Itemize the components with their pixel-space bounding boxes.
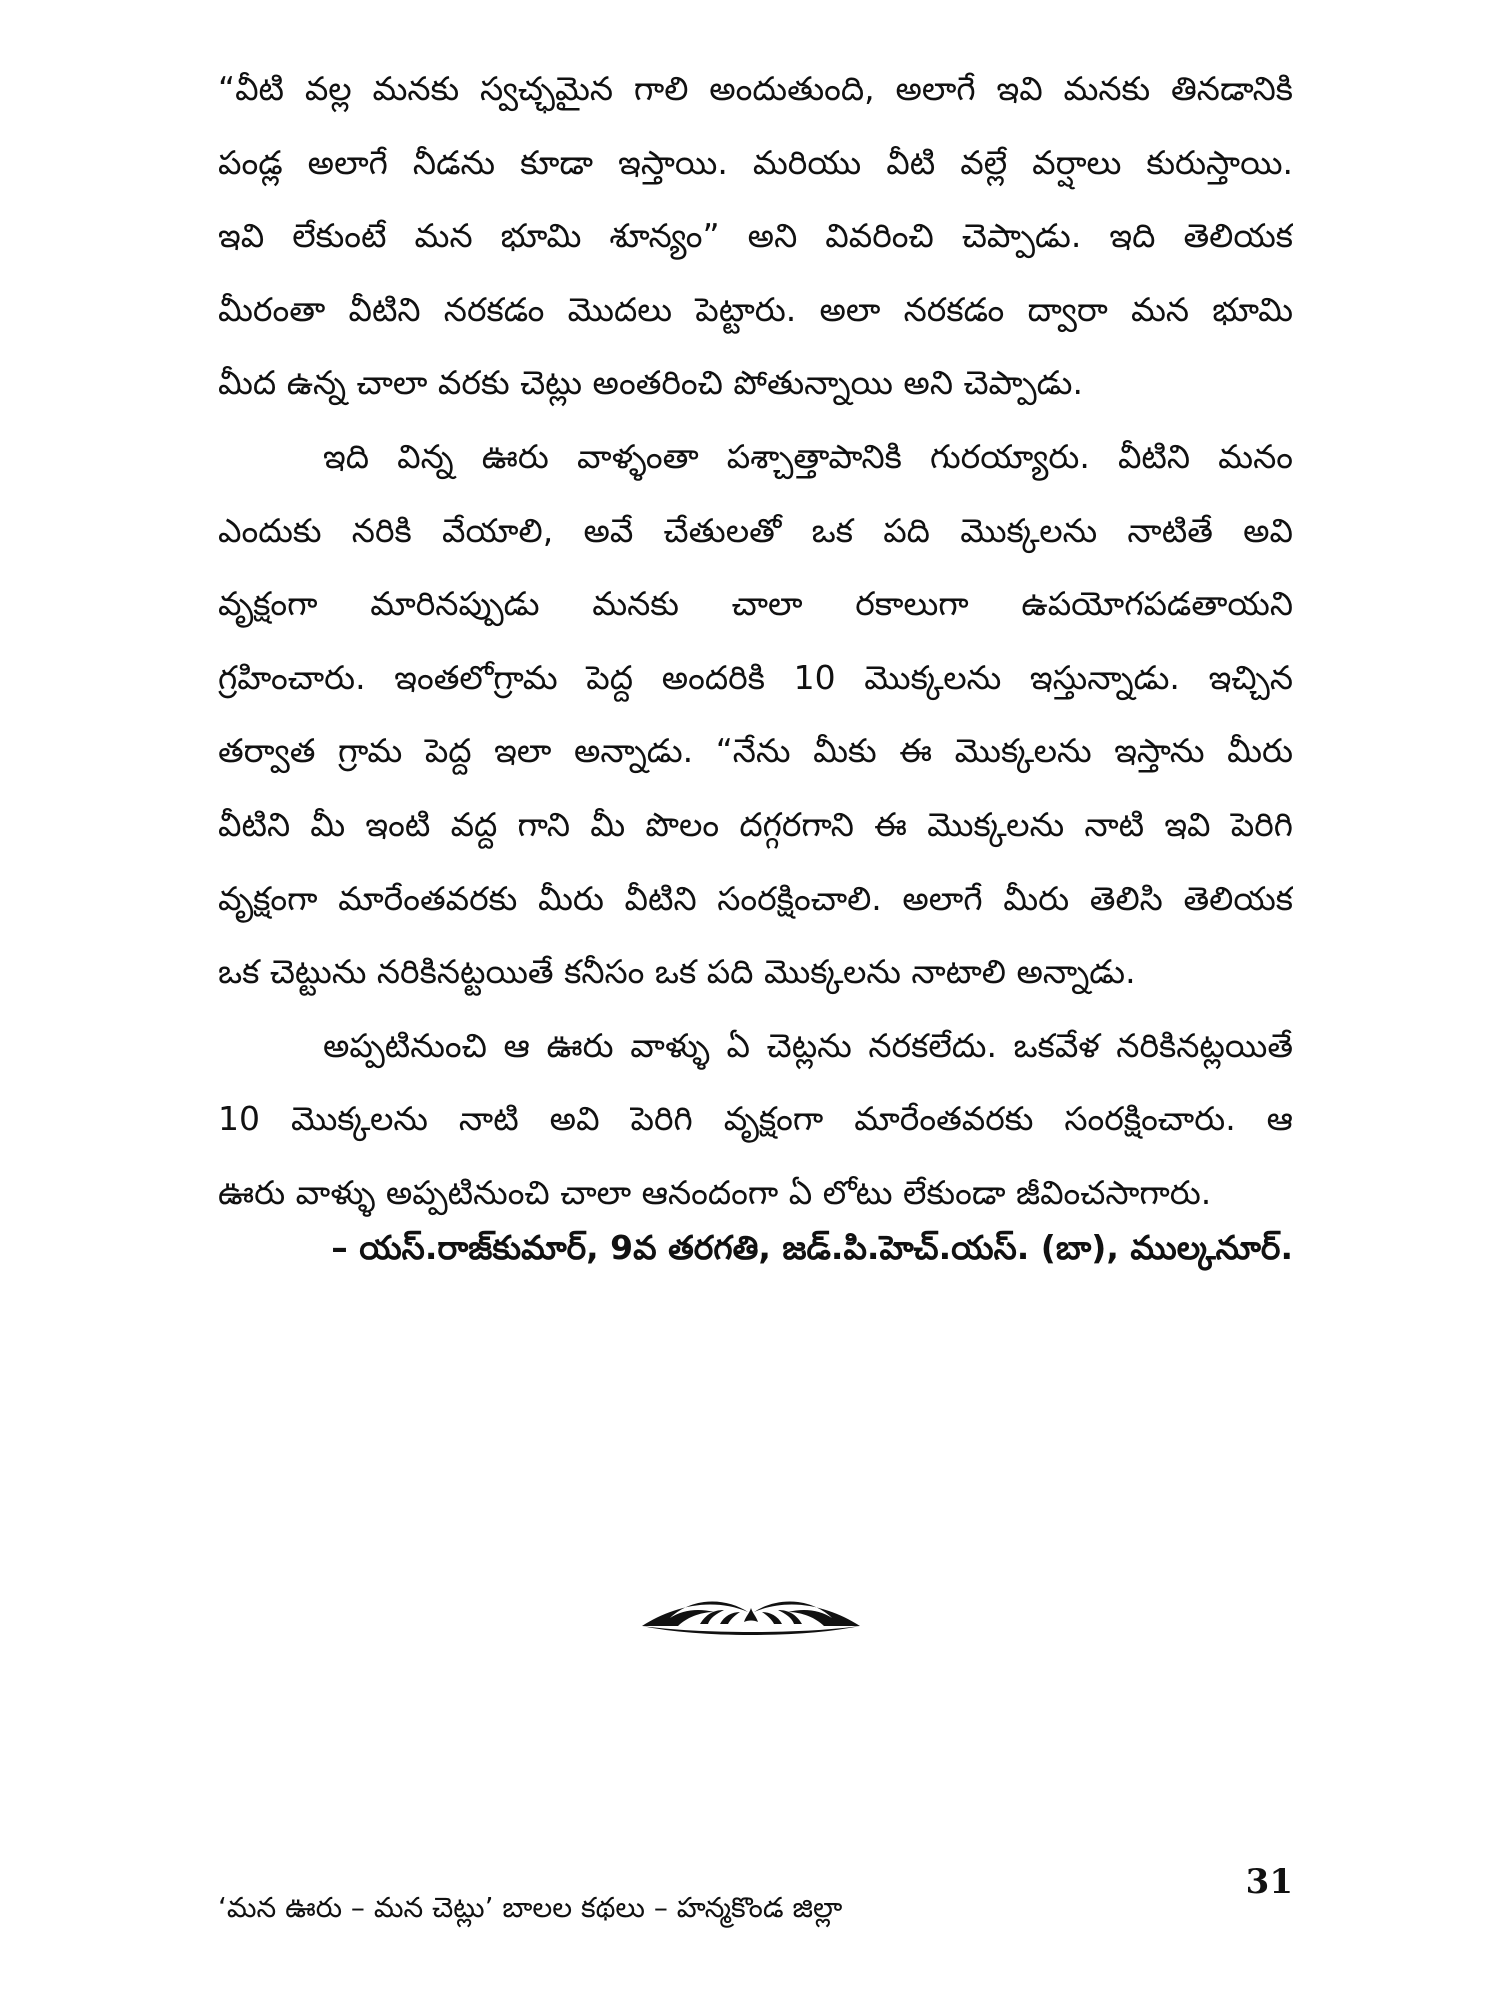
paragraph-line: వీటిని మీ ఇంటి వద్ద గాని మీ పొలం దగ్గరగాని ఈ మొక్కలను నాటి ఇవి పెరిగి xyxy=(218,804,1293,844)
story-text xyxy=(218,52,1293,1230)
paragraph-line: వృక్షంగా మారినప్పుడు మనకు చాలా రకాలుగా ఉపయోగపడతాయని xyxy=(218,584,1293,624)
book-title-footer: ‘మన ఊరు – మన చెట్లు’ బాలల కథలు – హన్మకొండ జిల్లా xyxy=(218,1891,843,1924)
paragraph-line: అప్పటినుంచి ఆ ఊరు వాళ్ళు ఏ చెట్లను నరకలేదు. ఒకవేళ నరికినట్లయితే xyxy=(323,1025,1293,1065)
paragraph-line: ఇది విన్న ఊరు వాళ్ళంతా పశ్చాత్తాపానికి గురయ్యారు. వీటిని మనం xyxy=(323,436,1293,476)
paragraph-line: ఎందుకు నరికి వేయాలి, అవే చేతులతో ఒక పది మొక్కలను నాటితే అవి xyxy=(218,510,1293,550)
page-number: 31 xyxy=(1245,1862,1293,1902)
paragraph-line: తర్వాత గ్రామ పెద్ద ఇలా అన్నాడు. “నేను మీకు ఈ మొక్కలను ఇస్తాను మీరు xyxy=(218,731,1293,771)
paragraph-line: ఊరు వాళ్ళు అప్పటినుంచి చాలా ఆనందంగా ఏ లోటు లేకుండా జీవించసాగారు. xyxy=(218,1172,1212,1212)
paragraph-line: వృక్షంగా మారేంతవరకు మీరు వీటిని సంరక్షించాలి. అలాగే మీరు తెలిసి తెలియక xyxy=(218,878,1293,918)
paragraph-line: 10 మొక్కలను నాటి అవి పెరిగి వృక్షంగా మారేంతవరకు సంరక్షించారు. ఆ xyxy=(218,1099,1293,1139)
paragraph-line: “వీటి వల్ల మనకు స్వచ్ఛమైన గాలి అందుతుంది, అలాగే ఇవి మనకు తినడానికి xyxy=(218,69,1293,108)
paragraph-line: గ్రహించారు. ఇంతలోగ్రామ పెద్ద అందరికి 10 మొక్కలను ఇస్తున్నాడు. ఇచ్చిన xyxy=(218,657,1293,697)
paragraph-line: ఇవి లేకుంటే మన భూమి శూన్యం” అని వివరించి చెప్పాడు. ఇది తెలియక xyxy=(218,216,1293,256)
paragraph-line: మీరంతా వీటిని నరకడం మొదలు పెట్టారు. అలా నరకడం ద్వారా మన భూమి xyxy=(218,289,1293,329)
paragraph-line: ఒక చెట్టును నరికినట్టయితే కనీసం ఒక పది మొక్కలను నాటాలి అన్నాడు. xyxy=(218,952,1136,992)
paragraph-line: మీద ఉన్న చాలా వరకు చెట్లు అంతరించి పోతున్నాయి అని చెప్పాడు. xyxy=(218,363,1083,403)
paragraph-line: పండ్ల అలాగే నీడను కూడా ఇస్తాయి. మరియు వీటి వల్లే వర్షాలు కురుస్తాయి. xyxy=(218,142,1293,182)
author-signature: – యస్.రాజ్‌కుమార్, 9వ తరగతి, జడ్.పి.హెచ్.యస్. (బా), ముల్కనూర్. xyxy=(331,1228,1293,1267)
floral-divider-icon xyxy=(640,1588,862,1638)
